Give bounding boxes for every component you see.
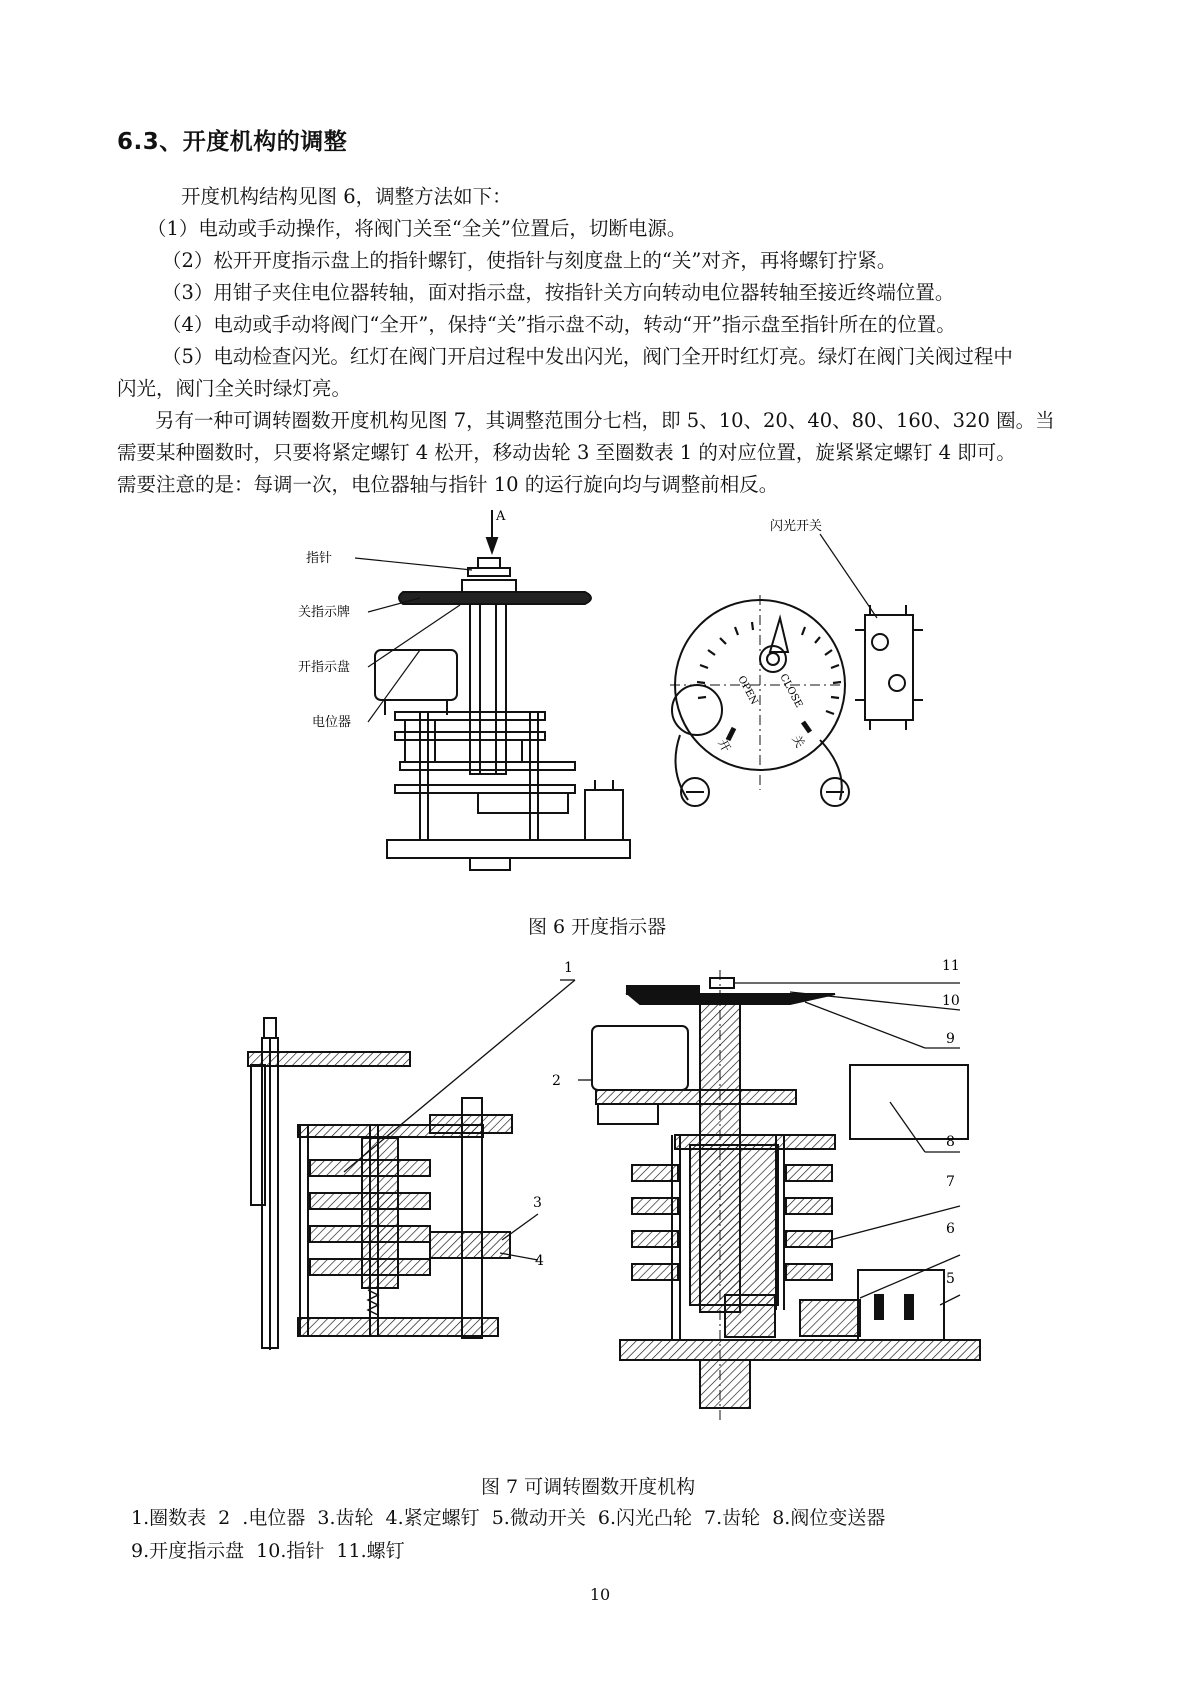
callout-3: 3 — [533, 1195, 542, 1211]
dial-text-kai: 开 — [715, 736, 734, 755]
figure-7-diagram — [0, 950, 1200, 1420]
section-heading: 6.3、开度机构的调整 — [117, 129, 348, 155]
callout-1: 1 — [564, 960, 573, 976]
callout-11: 11 — [942, 958, 960, 974]
callout-8: 8 — [946, 1134, 955, 1150]
label-flash-switch: 闪光开关 — [770, 519, 823, 534]
label-potentiometer: 电位器 — [312, 715, 352, 730]
paragraph-step-5-line-2: 闪光，阀门全关时绿灯亮。 — [117, 377, 352, 400]
dial-text-guan: 关 — [789, 732, 808, 751]
figure-6-diagram — [0, 500, 1200, 900]
dial-text-close: CLOSE — [777, 672, 805, 710]
dial-text-open: OPEN — [735, 674, 760, 707]
paragraph-step-4: （4）电动或手动将阀门“全开”，保持“关”指示盘不动，转动“开”指示盘至指针所在的位置。 — [162, 313, 956, 336]
figure-6-caption: 图 6 开度指示器 — [528, 916, 667, 938]
paragraph-intro: 开度机构结构见图 6，调整方法如下： — [181, 185, 512, 208]
paragraph-step-3: （3）用钳子夹住电位器转轴，面对指示盘，按指针关方向转动电位器转轴至接近终端位置。 — [162, 281, 955, 304]
paragraph-alt-line-3: 需要注意的是：每调一次，电位器轴与指针 10 的运行旋向均与调整前相反。 — [117, 473, 779, 496]
page-number: 10 — [589, 1585, 611, 1604]
paragraph-step-1: （1）电动或手动操作，将阀门关至“全关”位置后，切断电源。 — [147, 217, 687, 240]
callout-4: 4 — [535, 1253, 544, 1269]
figure-7-caption: 图 7 可调转圈数开度机构 — [481, 1476, 696, 1498]
callout-6: 6 — [946, 1221, 955, 1237]
callout-7: 7 — [946, 1174, 955, 1190]
label-close-plate: 关指示牌 — [298, 605, 351, 620]
paragraph-step-5-line-1: （5）电动检查闪光。红灯在阀门开启过程中发出闪光，阀门全开时红灯亮。绿灯在阀门关阀过程中 — [162, 345, 1013, 368]
paragraph-alt-line-2: 需要某种圈数时，只要将紧定螺钉 4 松开，移动齿轮 3 至圈数表 1 的对应位置，旋紧紧定螺钉 4 即可。 — [117, 441, 1016, 464]
label-arrow-a: A — [496, 509, 506, 524]
paragraph-step-2: （2）松开开度指示盘上的指针螺钉，使指针与刻度盘上的“关”对齐，再将螺钉拧紧。 — [162, 249, 897, 272]
callout-5: 5 — [946, 1271, 955, 1287]
callout-9: 9 — [946, 1031, 955, 1047]
paragraph-alt-line-1: 另有一种可调转圈数开度机构见图 7，其调整范围分七档，即 5、10、20、40、80、160、320 圈。当 — [155, 409, 1055, 432]
callout-10: 10 — [942, 993, 960, 1009]
figure-7-legend-line-1: 1.圈数表 2 .电位器 3.齿轮 4.紧定螺钉 5.微动开关 6.闪光凸轮 7.齿轮 8.阀位变送器 — [131, 1507, 886, 1529]
label-open-dial: 开指示盘 — [298, 660, 351, 675]
callout-2: 2 — [552, 1073, 561, 1089]
label-pointer: 指针 — [306, 551, 333, 566]
figure-7-legend-line-2: 9.开度指示盘 10.指针 11.螺钉 — [131, 1540, 405, 1562]
